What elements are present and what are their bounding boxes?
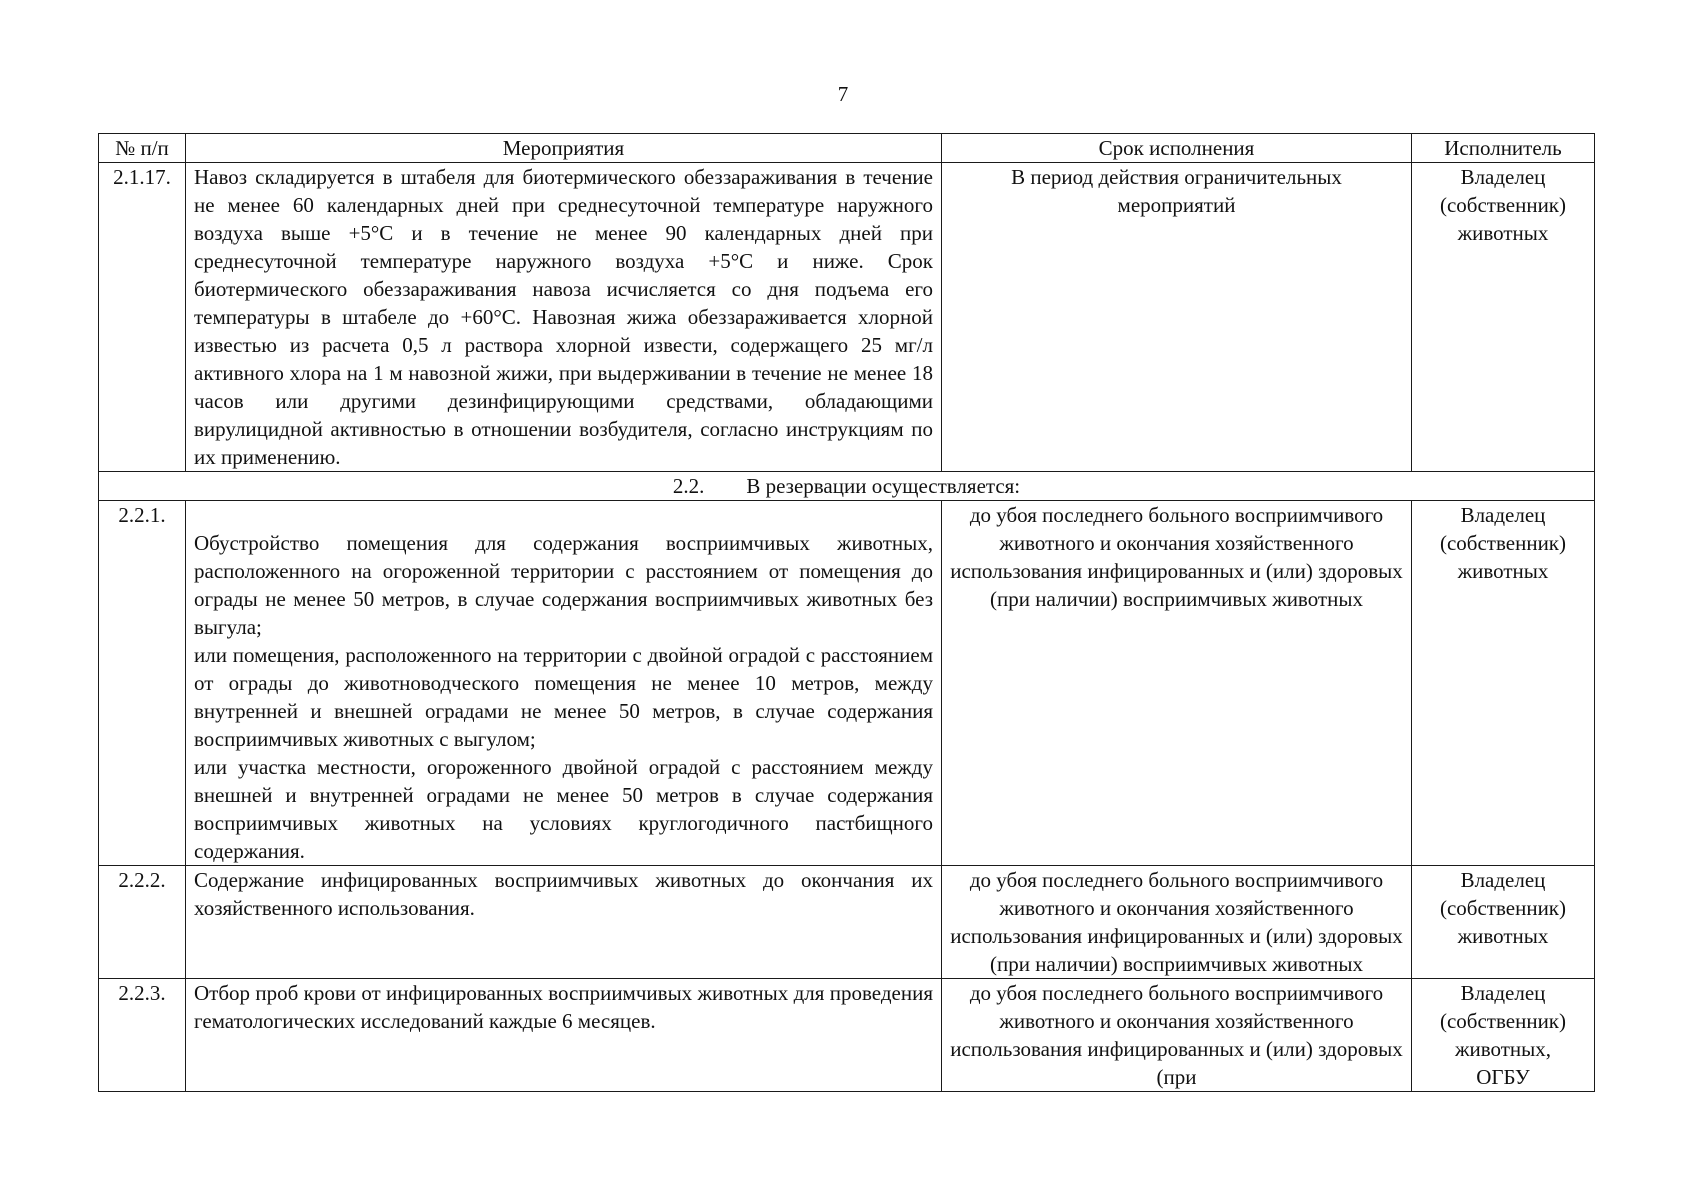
header-executor: Исполнитель: [1412, 134, 1595, 163]
section-heading: [99, 472, 1595, 501]
row-number: 2.2.2.: [99, 866, 186, 979]
table-header-row: [99, 134, 1595, 163]
measure-paragraph: или участка местности, огороженного двойной оградой с расстоянием между внешней и внутренней оградами не менее 50 метров в случае содержания восприимчивых животных на условиях круглогодичного пастбищного содержания.: [194, 755, 933, 863]
measure-paragraph: или помещения, расположенного на территории с двойной оградой с расстоянием от ограды до животноводческого помещения не менее 10 метров, между внутренней и внешней оградами не менее 50 метров, в случае содержания восприимчивых животных с выгулом;: [194, 643, 933, 751]
row-deadline: до убоя последнего больного восприимчивого животного и окончания хозяйственного использования инфицированных и (или) здоровых (при наличии) восприимчивых животных: [942, 501, 1412, 866]
row-number: 2.2.3.: [99, 979, 186, 1092]
header-measures: Мероприятия: [186, 134, 942, 163]
section-number: 2.2.: [672, 474, 705, 498]
row-executor: Владелец (собственник) животных: [1412, 163, 1595, 472]
row-deadline: до убоя последнего больного восприимчивого животного и окончания хозяйственного использования инфицированных и (или) здоровых (при: [942, 979, 1412, 1092]
row-executor: Владелец (собственник) животных, ОГБУ: [1412, 979, 1595, 1092]
row-number: 2.2.1.: [99, 501, 186, 866]
blank-line: [194, 501, 933, 529]
row-deadline: до убоя последнего больного восприимчивого животного и окончания хозяйственного использования инфицированных и (или) здоровых (при наличии) восприимчивых животных: [942, 866, 1412, 979]
header-number: № п/п: [99, 134, 186, 163]
row-number: 2.1.17.: [99, 163, 186, 472]
table-row: [99, 163, 1595, 472]
table-row: [99, 866, 1595, 979]
page-number: 7: [837, 82, 849, 106]
row-executor: Владелец (собственник) животных: [1412, 866, 1595, 979]
section-row: [99, 472, 1595, 501]
measure-paragraph: Обустройство помещения для содержания восприимчивых животных, расположенного на огороженной территории с расстоянием от помещения до ограды не менее 50 метров, в случае содержания восприимчивых животных без выгула;: [194, 531, 933, 639]
row-measure: Отбор проб крови от инфицированных восприимчивых животных для проведения гематологических исследований каждые 6 месяцев.: [186, 979, 942, 1092]
row-measure: Навоз складируется в штабеля для биотермического обеззараживания в течение не менее 60 календарных дней при среднесуточной температуре наружного воздуха выше +5°С и в течение не менее 90 календарных дней при среднесуточной температуре наружного воздуха +5°С и ниже. Срок биотермического обеззараживания навоза исчисляется со дня подъема его температуры в штабеле до +60°С. Навозная жижа обеззараживается хлорной известью из расчета 0,5 л раствора хлорной извести, содержащего 25 мг/л активного хлора на 1 м навозной жижи, при выдерживании в течение не менее 18 часов или другими дезинфицирующими средствами, обладающими вирулицидной активностью в отношении возбудителя, согласно инструкциям по их применению.: [186, 163, 942, 472]
section-title: В резервации осуществляется:: [746, 474, 1021, 498]
header-deadline: Срок исполнения: [942, 134, 1412, 163]
row-executor: Владелец (собственник) животных: [1412, 501, 1595, 866]
table-row: [99, 979, 1595, 1092]
table-row: [99, 501, 1595, 866]
row-measure: Содержание инфицированных восприимчивых животных до окончания их хозяйственного использования.: [186, 866, 942, 979]
row-measure: [186, 501, 942, 866]
row-deadline: В период действия ограничительных мероприятий: [942, 163, 1412, 472]
measures-table: [98, 133, 1595, 1092]
